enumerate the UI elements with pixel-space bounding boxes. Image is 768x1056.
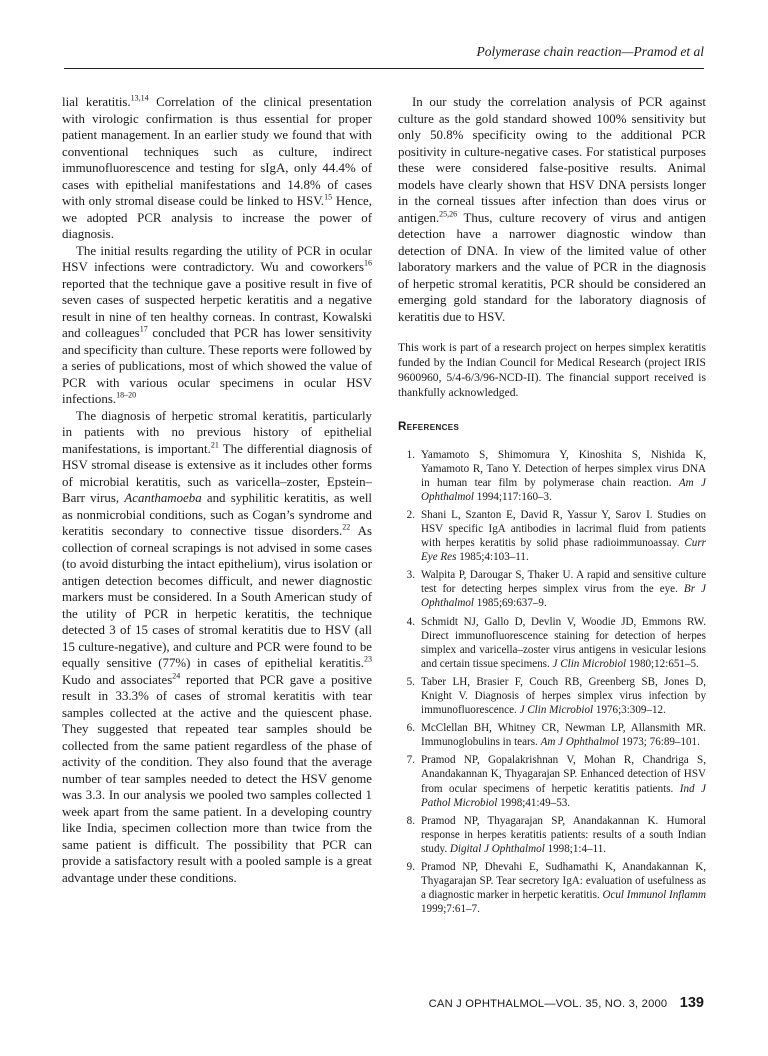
running-head: Polymerase chain reaction—Pramod et al xyxy=(476,44,704,59)
reference-text: Yamamoto S, Shimomura Y, Kinoshita S, Nishida K, Yamamoto R, Tano Y. Detection of herpes simplex virus DNA in human tear film by polymerase chain reaction. Am J Ophthalmol 1994;117:160–3. xyxy=(421,448,706,503)
reference-number: 8. xyxy=(406,814,415,827)
reference-item xyxy=(398,448,706,504)
reference-number: 3. xyxy=(406,569,415,582)
reference-number: 2. xyxy=(406,508,415,521)
reference-item xyxy=(398,615,706,671)
reference-number: 1. xyxy=(406,448,415,461)
reference-text: Shani L, Szanton E, David R, Yassur Y, Sarov I. Studies on HSV specific IgA antibodies in lacrimal fluid from patients with herpes keratitis by solid phase radioimmunoassay. Curr Eye Res 1985;4:103–11. xyxy=(421,508,706,564)
page-footer xyxy=(429,994,704,1012)
reference-text: Walpita P, Darougar S, Thaker U. A rapid and sensitive culture test for detecting herpes simplex virus from the eye. Br J Ophthalmol 1985;69:637–9. xyxy=(421,569,706,610)
reference-item xyxy=(398,568,706,610)
reference-item xyxy=(398,860,706,916)
reference-text: Pramod NP, Thyagarajan SP, Anandakannan K. Humoral response in herpes keratitis patients: results of a south Indian study. Digital J Ophthalmol 1998;1:4–11. xyxy=(421,814,706,855)
reference-number: 6. xyxy=(406,722,415,735)
reference-item xyxy=(398,753,706,809)
reference-number: 7. xyxy=(406,754,415,767)
reference-item xyxy=(398,814,706,856)
body-paragraph: In our study the correlation analysis of PCR against culture as the gold standard showed 100% sensitivity but only 50.8% specificity owing to the additional PCR positivity in culture-negative cases. For statistical purposes these were considered false-positive results. Animal models have clearly shown that HSV DNA persists longer in the corneal tissues after infection than does virus or antigen.$^{25,26}$ Thus, culture recovery of virus and antigen detection have a narrower diagnostic window than detection of DNA. In view of the limited value of other laboratory markers and the value of PCR in the diagnosis of herpetic stromal keratitis, PCR should be considered an emerging gold standard for the laboratory diagnosis of keratitis due to HSV. xyxy=(398,95,706,324)
reference-text: Pramod NP, Gopalakrishnan V, Mohan R, Chandriga S, Anandakannan K, Thyagarajan SP. Enhanced detection of HSV from ocular specimens of herpetic keratitis patients. Ind J Pathol Microbiol 1998;41:49–53. xyxy=(421,754,706,809)
references-heading: References xyxy=(398,420,460,433)
reference-number: 5. xyxy=(406,675,415,688)
reference-item xyxy=(398,721,706,749)
journal-citation: CAN J OPHTHALMOL—VOL. 35, NO. 3, 2000 xyxy=(428,998,668,1010)
reference-number: 4. xyxy=(406,615,415,628)
left-column xyxy=(62,94,372,886)
acknowledgment: This work is part of a research project on herpes simplex keratitis funded by the Indian Council for Medical Research (project IRIS 9600960, 5/4-6/3/96-NCD-II). The financial support received is thankfully acknowledged. xyxy=(398,341,706,399)
reference-text: Pramod NP, Dhevahi E, Sudhamathi K, Anandakannan K, Thyagarajan SP. Tear secretory IgA: evaluation of usefulness as a diagnostic marker in herpetic keratitis. Ocul Immunol Inflamm 1999;7:61–7. xyxy=(421,861,706,916)
reference-list xyxy=(398,448,706,917)
right-column xyxy=(398,94,706,920)
reference-item xyxy=(398,675,706,717)
reference-item xyxy=(398,508,706,564)
reference-text: Schmidt NJ, Gallo D, Devlin V, Woodie JD, Emmons RW. Direct immunofluorescence staining for detection of herpes simplex and varicella–zoster virus antigens in vesicular lesions and certain tissue specimens. J Clin Microbiol 1980;12:651–5. xyxy=(421,615,706,670)
body-paragraph: The initial results regarding the utility of PCR in ocular HSV infections were contradictory. Wu and coworkers$^{16}$ reported that the technique gave a positive result in five of seven cases of suspected herpetic keratitis and a negative result in nine of ten healthy corneas. In contrast, Kowalski and colleagues$^{17}$ concluded that PCR has lower sensitivity and specificity than culture. These reports were followed by a series of publications, most of which showed the value of PCR with various ocular specimens in ocular HSV infections.$^{18-20}$ xyxy=(62,243,372,406)
reference-number: 9. xyxy=(406,861,415,874)
header-rule xyxy=(64,68,704,69)
body-paragraph: lial keratitis.$^{13,14}$ Correlation of the clinical presentation with virologic confirmation is thus essential for proper patient management. In an earlier study we found that with conventional techniques such as culture, indirect immunofluorescence and testing for sIgA, only 44.4% of cases with epithelial manifestations and 14.8% of cases with only stromal disease could be linked to HSV.$^{15}$ Hence, we adopted PCR analysis to increase the power of diagnosis. xyxy=(62,93,372,241)
reference-text: Taber LH, Brasier F, Couch RB, Greenberg SB, Jones D, Knight V. Diagnosis of herpes simplex virus infection by immunofluorescence. J Clin Microbiol 1976;3:309–12. xyxy=(421,675,706,717)
body-paragraph: The diagnosis of herpetic stromal keratitis, particularly in patients with no previous history of epithelial manifestations, is important.$^{21}$ The differential diagnosis of HSV stromal disease is extensive as it includes other forms of microbial keratitis, such as varicella–zoster, Epstein–Barr virus, Acanthamoeba and syphilitic keratitis, as well as nonmicrobial conditions, such as Cogan’s syndrome and keratitis secondary to connective tissue disorders.$^{22}$ As collection of corneal scrapings is not advised in some cases (to avoid disturbing the intact epithelium), virus isolation or antigen detection becomes difficult, and newer diagnostic markers must be considered. In a South American study of the utility of PCR in herpetic keratitis, the technique detected 3 of 15 cases of stromal keratitis due to HSV (all 15 culture-negative), and culture and PCR were found to be equally sensitive (77%) in cases of epithelial keratitis.$^{23}$ Kudo and associates$^{24}$ reported that PCR gave a positive result in 33.3% of cases of stromal keratitis with tear samples collected at the active and the quiescent phase. They suggested that repeated tear samples should be collected from the same patient regardless of the phase of activity of the condition. They also found that the average number of tear samples needed to detect the HSV genome was 3.3. In our analysis we pooled two samples collected 1 week apart from the same patient. In a developing country like India, specimen collection more than twice from the same patient is difficult. The possibility that PCR can provide a satisfactory result with a pooled sample is a great advantage under these conditions. xyxy=(62,408,373,885)
reference-text: McClellan BH, Whitney CR, Newman LP, Allansmith MR. Immunoglobulins in tears. Am J Ophthalmol 1973; 76:89–101. xyxy=(421,722,706,749)
page-number: 139 xyxy=(679,995,704,1011)
